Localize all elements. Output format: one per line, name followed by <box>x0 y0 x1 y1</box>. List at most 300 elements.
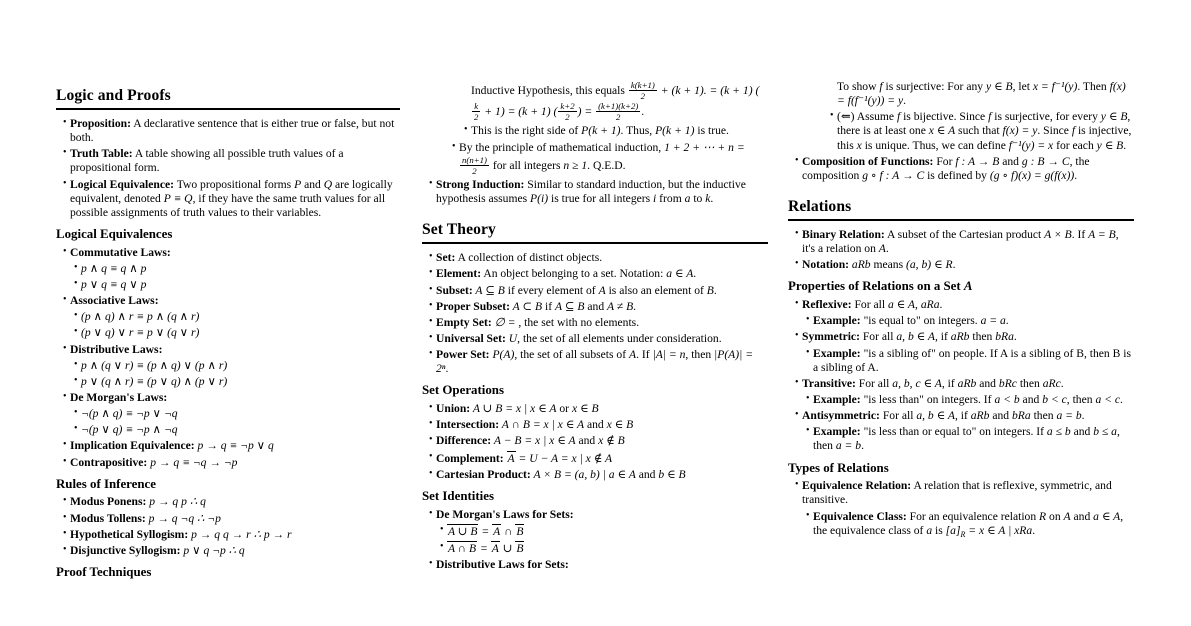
math-expression: aRa <box>920 298 940 312</box>
list-item <box>56 391 400 405</box>
text-run: is also an element of <box>605 283 707 297</box>
text-run: A collection of distinct objects. <box>455 251 603 265</box>
text-run: Inductive Hypothesis, this equals <box>471 84 628 98</box>
math-expression: a < b <box>994 393 1020 406</box>
bold-label: Strong Induction: <box>436 177 525 191</box>
math-expression: (p ∧ q) ∧ r ≡ p ∧ (q ∧ r) <box>81 310 200 324</box>
bold-label: Distributive Laws for Sets: <box>436 557 569 571</box>
math-expression: p → q ≡ ¬p ∨ q <box>194 439 274 453</box>
bold-label: Equivalence Relation: <box>802 479 912 493</box>
math-expression: y ∈ B <box>985 80 1013 93</box>
math-expression: p → q p ∴ q <box>146 495 206 509</box>
text-run: is <box>932 523 946 537</box>
bold-label: Logical Equivalence: <box>70 177 175 191</box>
text-run: is injective, this <box>837 124 1132 152</box>
column-logic-and-proofs <box>56 86 400 584</box>
list-item <box>788 377 1134 391</box>
text-run: and <box>635 467 659 481</box>
overlined-math: A ∪ B <box>448 524 478 538</box>
text-run: then <box>969 330 996 344</box>
text-run: Logic and Proofs <box>56 87 171 104</box>
list-item <box>422 558 768 572</box>
list-item <box>56 117 400 145</box>
math-expression: p ∨ q ≡ q ∨ p <box>81 278 147 292</box>
math-expression: x ∈ A <box>928 124 956 138</box>
math-expression: A ⊆ B <box>472 283 505 297</box>
text-run: , it's a relation on <box>802 228 1119 256</box>
math-expression: A − B = x | x ∈ A <box>491 434 576 448</box>
math-expression: f(x) = y <box>1002 124 1038 138</box>
text-run: is defined by <box>924 168 990 182</box>
math-expression: y ∈ B <box>1100 110 1128 124</box>
text-run: . <box>445 362 449 376</box>
list-item <box>422 141 768 176</box>
text-run: . Since <box>1037 124 1072 138</box>
bold-label: Intersection: <box>436 418 500 432</box>
math-expression: bRa <box>1011 409 1031 423</box>
math-expression: b ∈ B <box>658 467 686 481</box>
math-expression: = x ∈ A | xRa <box>965 523 1033 537</box>
text-run: , <box>915 298 921 312</box>
list-item <box>422 418 768 432</box>
fraction: $\frac{(k+1)(k+2)}{2}$ <box>598 101 639 123</box>
text-run: , if they have the same truth values for all possible assignments of truth values to their variables. <box>70 191 386 219</box>
math-expression: A = B <box>1088 228 1116 241</box>
text-run: (⇐) Assume <box>837 110 897 124</box>
text-run: . <box>1013 330 1017 344</box>
list-item <box>56 246 400 260</box>
text-run: or <box>556 402 572 416</box>
list-item <box>422 332 768 346</box>
list-item <box>56 326 400 340</box>
bold-label: Example: <box>813 393 861 406</box>
math-expression: a ∈ A <box>1093 509 1121 523</box>
text-run: . <box>1120 393 1123 406</box>
subscript: R <box>960 529 966 539</box>
math-expression: x ∈ B <box>571 402 599 416</box>
math-expression: P <box>294 177 302 191</box>
list-item <box>788 110 1134 152</box>
subsection-heading <box>788 279 1134 295</box>
text-run: Proof Techniques <box>56 565 152 579</box>
list-item <box>788 298 1134 312</box>
math-expression: A <box>1063 509 1071 523</box>
text-run: For all <box>879 409 917 423</box>
text-run: . <box>952 258 956 272</box>
bold-label: Example: <box>813 425 861 439</box>
math-expression: = <box>478 524 493 538</box>
text-run: and <box>1070 509 1094 523</box>
math-expression: A × B <box>1044 228 1072 241</box>
text-run: Set Identities <box>422 488 494 503</box>
list-item <box>788 258 1134 272</box>
text-run: "is less than" on integers. If <box>860 393 995 406</box>
text-run: A table showing all possible truth values of a propositional form. <box>70 147 344 175</box>
subsection-heading <box>56 565 400 581</box>
math-expression: P(A) <box>489 348 515 362</box>
bold-label: Set: <box>436 251 456 265</box>
text-run: is true for all integers <box>548 192 654 206</box>
text-run: . <box>1060 376 1064 390</box>
text-run: . <box>1032 523 1036 537</box>
text-run: A declarative sentence that is either true or false, but not both. <box>70 117 395 145</box>
math-expression: p ∨ (q ∧ r) ≡ (p ∨ q) ∧ (p ∨ r) <box>81 374 228 388</box>
bold-label: Proper Subset: <box>436 299 510 313</box>
math-expression: = <box>477 541 491 555</box>
subsection-heading <box>56 477 400 493</box>
text-run: "is a sibling of" on people. If A is a sibling of B, then B is a sibling of A. <box>813 346 1131 374</box>
text-run: To show <box>837 80 880 93</box>
bold-label: Cartesian Product: <box>436 467 531 481</box>
text-run: , if <box>935 330 951 344</box>
math-expression: P(k + 1) <box>581 124 621 138</box>
bold-label: Antisymmetric: <box>802 409 880 423</box>
text-run: , then <box>685 348 715 362</box>
math-expression: n ≥ 1 <box>563 158 588 172</box>
math-expression: f⁻¹(y) = x <box>1008 138 1054 152</box>
math-expression: a ≤ b <box>1046 425 1071 439</box>
bold-label: Complement: <box>436 451 504 465</box>
math-expression: P(k + 1) <box>655 124 695 138</box>
text-run: An object belonging to a set. Notation: <box>481 267 667 281</box>
bold-label: Modus Tollens: <box>70 511 146 525</box>
math-expression: g : B → C <box>1021 154 1070 168</box>
list-item <box>788 479 1134 507</box>
math-expression: f <box>879 80 883 93</box>
subsection-heading <box>56 227 400 243</box>
text-run: if <box>542 299 556 313</box>
list-item <box>422 178 768 206</box>
bold-label: De Morgan's Laws: <box>70 391 168 404</box>
list-item <box>422 508 768 522</box>
text-run: For an equivalence relation <box>906 509 1040 523</box>
math-expression: |P(A)| = 2ⁿ <box>436 348 754 376</box>
text-run: . <box>693 267 697 281</box>
text-run: . <box>1005 314 1009 328</box>
math-expression: a <box>926 523 933 537</box>
math-expression: A <box>878 242 886 256</box>
math-expression: bRa <box>995 330 1014 344</box>
math-expression: a = a <box>980 314 1006 328</box>
math-expression: p ∧ (q ∨ r) ≡ (p ∧ q) ∨ (p ∧ r) <box>81 358 228 372</box>
bold-label: Difference: <box>436 434 492 448</box>
text-run: and <box>989 409 1012 423</box>
fraction: $\frac{k(k+1)}{2}$ <box>630 80 655 102</box>
math-expression: A ∩ B = x | x ∈ A <box>499 418 585 432</box>
text-run: . <box>1081 409 1085 423</box>
text-run: . <box>861 439 864 453</box>
list-item <box>788 347 1134 375</box>
text-run: and <box>301 177 324 191</box>
math-expression: Q <box>323 177 333 191</box>
text-run: A subset of the Cartesian product <box>884 228 1045 241</box>
text-run: , there is at least one <box>837 110 1131 138</box>
math-expression: i <box>653 192 657 206</box>
text-run: from <box>656 192 685 206</box>
text-run: if every element of <box>504 283 599 297</box>
math-expression: a ∈ A <box>887 298 916 312</box>
bold-label: Hypothetical Syllogism: <box>70 527 189 541</box>
text-run: on <box>1046 509 1064 523</box>
text-run: , then <box>813 425 1120 453</box>
bold-label: De Morgan's Laws for Sets: <box>436 507 574 521</box>
math-expression: p ∨ q ¬p ∴ q <box>180 543 245 557</box>
bold-label: Associative Laws: <box>70 294 159 308</box>
math-expression: k <box>705 192 711 206</box>
section-heading <box>788 197 1134 221</box>
list-item <box>788 314 1134 328</box>
bold-label: Contrapositive: <box>70 455 148 469</box>
math-expression: a <box>684 192 691 206</box>
list-item <box>422 251 768 265</box>
list-item <box>56 178 400 220</box>
math-expression: y ∈ B <box>1096 138 1124 152</box>
text-run: and <box>1070 425 1094 439</box>
text-run: Properties of Relations on a Set <box>788 279 964 294</box>
text-run: , then <box>1066 393 1096 406</box>
text-run: and <box>976 376 999 390</box>
text-run: , the equivalence class of <box>813 509 1124 537</box>
bold-label: Symmetric: <box>802 330 860 344</box>
paragraph-continuation <box>788 80 1134 108</box>
text-run: , the set with no elements. <box>515 315 640 329</box>
list-item <box>422 468 768 482</box>
math-expression: ¬(p ∧ q) ≡ ¬p ∨ ¬q <box>81 407 178 421</box>
text-run: for each <box>1053 138 1097 152</box>
math-expression: a = b <box>835 439 862 453</box>
text-run: to <box>690 192 706 206</box>
math-expression: |A| = n <box>652 348 686 362</box>
text-run: Set Theory <box>422 221 496 239</box>
bold-label: Proposition: <box>70 117 131 131</box>
math-expression: aRb <box>970 409 990 423</box>
text-run: "is equal to" on integers. <box>860 314 981 328</box>
text-run: is surjective, for every <box>991 110 1101 124</box>
text-run: , if <box>954 409 971 423</box>
text-run: , let <box>1012 80 1033 93</box>
list-item <box>56 495 400 509</box>
text-run: . <box>1074 168 1078 182</box>
text-run: . <box>633 299 637 313</box>
text-run: "is less than or equal to" on integers. If <box>860 425 1047 439</box>
text-run: , if <box>941 376 958 390</box>
paragraph-continuation <box>422 80 768 122</box>
math-expression: a, b ∈ A <box>896 330 935 344</box>
list-item <box>56 278 400 292</box>
math-expression: b < c <box>1042 393 1067 406</box>
math-expression: f <box>988 110 992 124</box>
math-expression: f <box>896 110 901 124</box>
bold-label: Commutative Laws: <box>70 245 171 259</box>
math-expression: x = f⁻¹(y) <box>1032 80 1078 93</box>
section-heading <box>422 220 768 244</box>
math-expression: ) = <box>577 105 596 119</box>
overlined-math: A <box>507 451 515 465</box>
list-item <box>422 300 768 314</box>
text-run: such that <box>955 124 1003 138</box>
text-run: is true. <box>694 124 729 138</box>
column-set-theory <box>422 78 768 574</box>
text-run: For all <box>855 376 893 390</box>
list-item <box>788 228 1134 256</box>
math-expression: A <box>629 348 637 362</box>
math-expression: b ≤ a <box>1093 425 1117 439</box>
bold-label: Composition of Functions: <box>802 154 934 168</box>
bold-label: Truth Table: <box>70 147 133 161</box>
list-item <box>422 267 768 281</box>
math-expression: A ≠ B <box>607 299 634 313</box>
bold-label: Modus Ponens: <box>70 495 147 509</box>
list-item <box>422 402 768 416</box>
math-expression: aRc <box>1042 376 1061 390</box>
list-item <box>788 393 1134 407</box>
bold-label: Notation: <box>802 258 850 272</box>
list-item <box>788 425 1134 453</box>
math-expression: P ≡ Q <box>163 191 193 205</box>
fraction: $\frac{k}{2}$ <box>474 101 479 123</box>
overlined-math: A ∩ B <box>448 541 477 555</box>
list-item <box>56 456 400 470</box>
list-item <box>422 451 768 466</box>
overlined-math: A <box>493 524 501 538</box>
list-item <box>56 439 400 453</box>
text-run: , the set of all subsets of <box>514 348 629 362</box>
math-expression: g ∘ f : A → C <box>862 168 925 182</box>
math-expression: x <box>856 138 862 152</box>
list-item <box>422 348 768 376</box>
math-expression: + (k + 1). = (k + 1) ( <box>657 84 760 98</box>
math-expression: aRb <box>849 258 871 272</box>
math-expression: a, b, c ∈ A <box>892 376 942 390</box>
overlined-math: B <box>516 541 524 555</box>
text-run: and <box>1019 393 1043 406</box>
math-expression: f(x) = f(f⁻¹(y)) = y <box>837 80 1126 108</box>
text-run: are logically equivalent, denoted <box>70 177 393 205</box>
list-item <box>56 147 400 175</box>
text-run: . If <box>636 348 653 362</box>
text-run: . <box>641 105 645 119</box>
text-run: then <box>1016 376 1043 390</box>
math-expression: p → q ≡ ¬q → ¬p <box>147 455 238 469</box>
math-expression: ∅ = <box>491 315 516 329</box>
math-expression: P(i) <box>530 192 549 206</box>
math-expression: x ∉ B <box>598 434 625 448</box>
text-run: . <box>885 242 889 256</box>
text-run: and <box>575 434 599 448</box>
list-item <box>56 528 400 542</box>
math-expression: 1 + 2 + ⋯ + n = <box>664 140 745 154</box>
math-expression: f <box>1071 124 1076 138</box>
text-run: . Then <box>1077 80 1110 93</box>
math-expression: B <box>706 283 714 297</box>
bold-label: Distributive Laws: <box>70 342 163 356</box>
list-item <box>788 330 1134 344</box>
fraction: $\frac{n(n+1)}{2}$ <box>462 154 487 176</box>
bold-label: Element: <box>436 267 482 281</box>
math-expression: ∪ <box>499 541 516 555</box>
bold-label: Example: <box>813 314 861 328</box>
math-expression: f : A → B <box>955 154 1000 168</box>
math-expression: bRc <box>998 376 1017 390</box>
list-item <box>422 524 768 539</box>
text-run: , the set of all elements under consideration. <box>517 331 722 345</box>
math-expression: ¬(p ∨ q) ≡ ¬p ∧ ¬q <box>81 423 178 437</box>
math-expression: a, b ∈ A <box>916 409 955 423</box>
fraction: $\frac{k+2}{2}$ <box>560 101 575 123</box>
math-expression: = U − A = x | x ∉ A <box>515 451 613 465</box>
text-run: Two propositional forms <box>174 177 295 191</box>
list-item <box>56 375 400 389</box>
math-expression: A × B = (a, b) | a ∈ A <box>530 467 636 481</box>
math-expression: A ∪ B = x | x ∈ A <box>470 402 557 416</box>
math-expression: A <box>598 283 606 297</box>
list-item <box>56 294 400 308</box>
math-expression: p → q q → r ∴ p → r <box>188 527 292 541</box>
list-item <box>422 124 768 138</box>
bold-label: Implication Equivalence: <box>70 439 195 453</box>
math-expression: [a] <box>945 523 961 537</box>
list-item <box>422 284 768 298</box>
list-item <box>56 359 400 373</box>
text-run: then <box>1030 409 1057 423</box>
column-relations <box>788 78 1134 541</box>
text-run: For all <box>851 298 888 312</box>
text-run: Rules of Inference <box>56 476 157 491</box>
list-item <box>56 512 400 526</box>
list-item <box>56 544 400 558</box>
text-run: and <box>584 299 608 313</box>
math-expression: aRb <box>957 376 977 390</box>
math-expression: a = b <box>1056 409 1082 423</box>
math-expression: a ∈ A <box>666 267 694 281</box>
list-item <box>56 262 400 276</box>
math-expression: (g ∘ f)(x) = g(f(x)) <box>989 168 1075 182</box>
list-item <box>56 310 400 324</box>
text-run: means <box>870 258 907 272</box>
math-expression: + 1) = (k + 1) ( <box>481 105 558 119</box>
bold-label: Transitive: <box>802 376 856 390</box>
text-run: A relation that is reflexive, symmetric, and transitive. <box>802 479 1112 507</box>
text-run: , the composition <box>802 154 1090 182</box>
math-expression: U <box>505 331 518 345</box>
text-run: Set Operations <box>422 383 504 398</box>
list-item <box>422 434 768 448</box>
math-expression: A <box>963 279 973 294</box>
math-expression: A ⊂ B <box>509 299 543 313</box>
text-run: is unique. Thus, we can define <box>861 138 1009 152</box>
list-item <box>788 155 1134 183</box>
math-expression: aRb <box>950 330 970 344</box>
list-item <box>56 407 400 421</box>
list-item <box>788 510 1134 540</box>
text-run: . <box>1123 138 1127 152</box>
text-run: Similar to standard induction, but the inductive hypothesis assumes <box>436 177 746 206</box>
list-item <box>422 541 768 556</box>
math-expression: x ∈ B <box>606 418 634 432</box>
math-expression: (a, b) ∈ R <box>906 258 953 272</box>
list-item <box>422 316 768 330</box>
text-run: is surjective: For any <box>882 80 986 93</box>
text-run: Relations <box>788 197 852 215</box>
math-expression: R <box>1039 509 1047 523</box>
math-expression: A ⊆ B <box>555 299 585 313</box>
text-run: is bijective. Since <box>900 110 989 124</box>
text-run: This is the right side of <box>471 124 582 138</box>
math-expression: ∩ <box>501 524 516 538</box>
text-run: . <box>903 94 907 108</box>
text-run: Types of Relations <box>788 460 889 475</box>
math-expression: p ∧ q ≡ q ∧ p <box>81 261 147 275</box>
